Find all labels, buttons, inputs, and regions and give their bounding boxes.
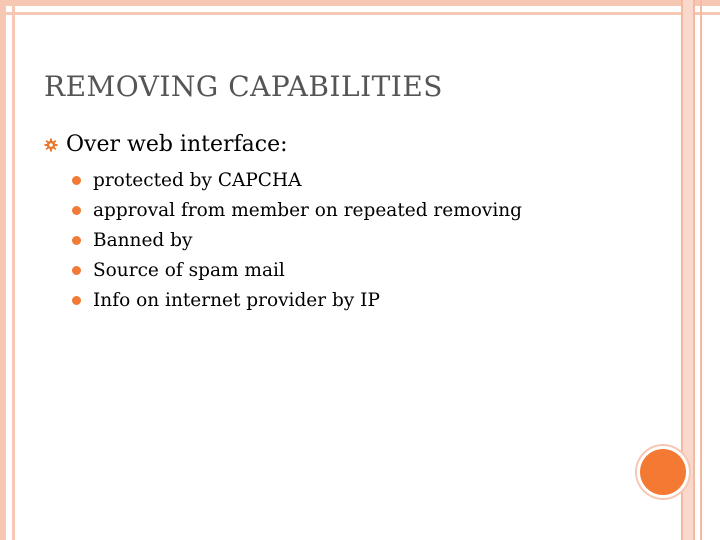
sub-bullet-list bbox=[72, 165, 522, 315]
bullet-dot-icon bbox=[72, 176, 81, 185]
slide-right-line bbox=[700, 0, 702, 540]
slide-frame-left-line bbox=[12, 6, 15, 540]
list-item-text: Banned by bbox=[93, 229, 193, 251]
slide-right-band bbox=[681, 0, 695, 540]
level1-text: Over web interface: bbox=[66, 132, 288, 157]
list-item bbox=[72, 225, 522, 255]
list-item bbox=[72, 285, 522, 315]
list-item bbox=[72, 255, 522, 285]
bullet-dot-icon bbox=[72, 266, 81, 275]
settings-gear-icon bbox=[44, 138, 58, 152]
slide-title: REMOVING CAPABILITIES bbox=[44, 70, 443, 103]
bullet-dot-icon bbox=[72, 206, 81, 215]
slide-frame-top-line bbox=[6, 12, 720, 15]
list-item-text: Info on internet provider by IP bbox=[93, 289, 380, 311]
list-item-text: approval from member on repeated removing bbox=[93, 199, 523, 221]
bullet-dot-icon bbox=[72, 236, 81, 245]
decorative-orange-circle bbox=[640, 449, 686, 495]
list-item-text: protected by CAPCHA bbox=[93, 169, 302, 191]
list-item-text: Source of spam mail bbox=[93, 259, 285, 281]
bullet-dot-icon bbox=[72, 296, 81, 305]
level1-bullet-item bbox=[44, 132, 288, 157]
list-item bbox=[72, 195, 522, 225]
list-item bbox=[72, 165, 522, 195]
